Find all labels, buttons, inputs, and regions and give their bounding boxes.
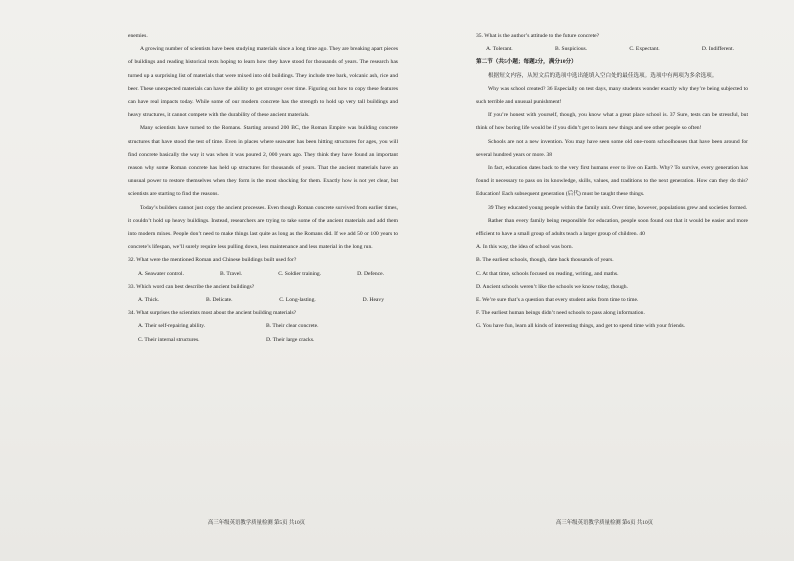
option-c: C. Expectant. <box>629 46 660 53</box>
question-35-options <box>476 43 748 56</box>
option-f: F. The earliest human beings didn’t need schools to pass along information. <box>476 310 645 317</box>
option-d: D. Heavy <box>362 297 384 304</box>
passage-paragraph-3: Schools are not a new invention. You may have seen some old one-room schoolhouses that have been around for several hundred years or more. 38 <box>476 138 748 158</box>
option-d: D. Indifferent. <box>701 46 734 53</box>
passage-paragraph-2: If you’re honest with yourself, though, you know what a great place school is. 37 Sure, tests can be stressful, but think of how boring life would be if you didn’t get to learn new things and see other people so often! <box>476 112 748 132</box>
option-d: D. Ancient schools weren’t like the schools we know today, though. <box>476 283 628 290</box>
question-32: 32. What were the mentioned Roman and Chinese buildings built used for? <box>128 257 297 264</box>
option-e: E. We’re sure that’s a question that every student asks from time to time. <box>476 297 639 304</box>
option-c: C. Their internal structures. <box>138 336 200 343</box>
option-b: B. The earliest schools, though, date back thousands of years. <box>476 257 614 264</box>
option-b: B. Their clear concrete. <box>266 323 319 330</box>
left-page <box>128 30 398 347</box>
question-32-options <box>128 268 398 281</box>
page-footer-right: 高三年级英语教学质量检测 第6页 共10页 <box>556 520 654 526</box>
page-footer-left: 高三年级英语教学质量检测 第5页 共10页 <box>208 520 306 526</box>
passage-paragraph-6: Rather than every family being responsible for education, people soon found out that it would be easier and more efficient to have a small group of adults teach a larger group of children. 40 <box>476 217 748 238</box>
question-34: 34. What surprises the scientists most about the ancient building materials? <box>128 310 297 317</box>
passage-paragraph-4: In fact, education dates back to the very first humans ever to live on Earth. Why? To survive, every generation has found it necessary to pass on its knowledge, skills, values, and traditions to the next generation. How can they do this? Education! Each subsequent generation (后代) must be taught these things. <box>476 165 748 198</box>
section-instructions: 根据短文内容，从短文后的选项中选出能填入空白处的最佳选项。选项中有两项为多余选项。 <box>488 72 718 79</box>
passage-paragraph-2: Many scientists have turned to the Romans. Starting around 200 BC, the Roman Empire was building concrete structures that have stood the test of time. Even in places where seawater has been hitting structures for ages, you will find concrete basically the way it was when it was poured 2, 000 years ago. They think they have found an important reason why some Roman concrete has held up structures for thousands of years. That the ancient materials have an unusual power to restore themselves when they form is the most shocking for them. Exactly how is not yet clear, but scientists are starting to find the reasons. <box>128 125 398 198</box>
option-b: B. Suspicious. <box>554 46 588 53</box>
passage-paragraph-1: A growing number of scientists have been studying materials since a long time ago. They are breaking apart pieces of buildings and reading historical texts hoping to learn how they have stood for thousands of years. The research has turned up a surprising list of materials that were mixed into old buildings. They include tree bark, volcanic ash, rice and beer. These unexpected materials can have the ability to get stronger over time. Figuring out how to copy these features can have real impacts today. While some of our modern concrete has the strength to hold up very tall buildings and heavy structures, it cannot compete with the durability of these ancient materials. <box>128 46 398 119</box>
question-34-options <box>128 320 398 346</box>
passage-fragment: enemies. <box>128 33 148 39</box>
option-b: B. Travel. <box>219 270 243 277</box>
option-c: C. At that time, schools focused on reading, writing, and maths. <box>476 270 619 277</box>
option-a: A. Thick. <box>138 297 160 304</box>
option-b: B. Delicate. <box>205 297 233 304</box>
passage-paragraph-3: Today’s builders cannot just copy the ancient processes. Even though Roman concrete survived from earlier times, it couldn’t hold up heavy buildings. Instead, researchers are trying to take some of the ancient materials and add them into modern mixes. People don’t need to make things last quite as long as the Romans did. If we add 50 or 100 years to concrete’s lifespan, we’ll surely require less pulling down, less maintenance and less material in the long run. <box>128 204 398 251</box>
passage-paragraph-1: Why was school created? 36 Especially on test days, many students wonder exactly why they’re being subjected to such terrible and unusual punishment! <box>476 85 748 106</box>
question-35: 35. What is the author’s attitude to the future concrete? <box>476 33 600 39</box>
option-a: A. Tolerant. <box>486 46 513 53</box>
option-g: G. You have fun, learn all kinds of interesting things, and get to spend time with your friends. <box>476 323 686 330</box>
option-d: D. Their large cracks. <box>266 336 315 343</box>
question-33: 33. Which word can best describe the ancient buildings? <box>128 283 255 290</box>
option-d: D. Defence. <box>357 270 384 277</box>
option-a: A. Seawater control. <box>138 270 184 277</box>
option-c: C. Soldier training. <box>278 270 322 277</box>
option-c: C. Long-lasting. <box>279 297 316 304</box>
option-a: A. In this way, the idea of school was born. <box>476 244 573 251</box>
passage-paragraph-5: 39 They educated young people within the family unit. Over time, however, populations grew and societies formed. <box>488 204 748 211</box>
question-33-options <box>128 294 398 307</box>
option-a: A. Their self-repairing ability. <box>138 323 206 330</box>
right-page <box>476 30 748 334</box>
section-title: 第二节（共5小题；每题2分，满分10分） <box>476 59 577 66</box>
